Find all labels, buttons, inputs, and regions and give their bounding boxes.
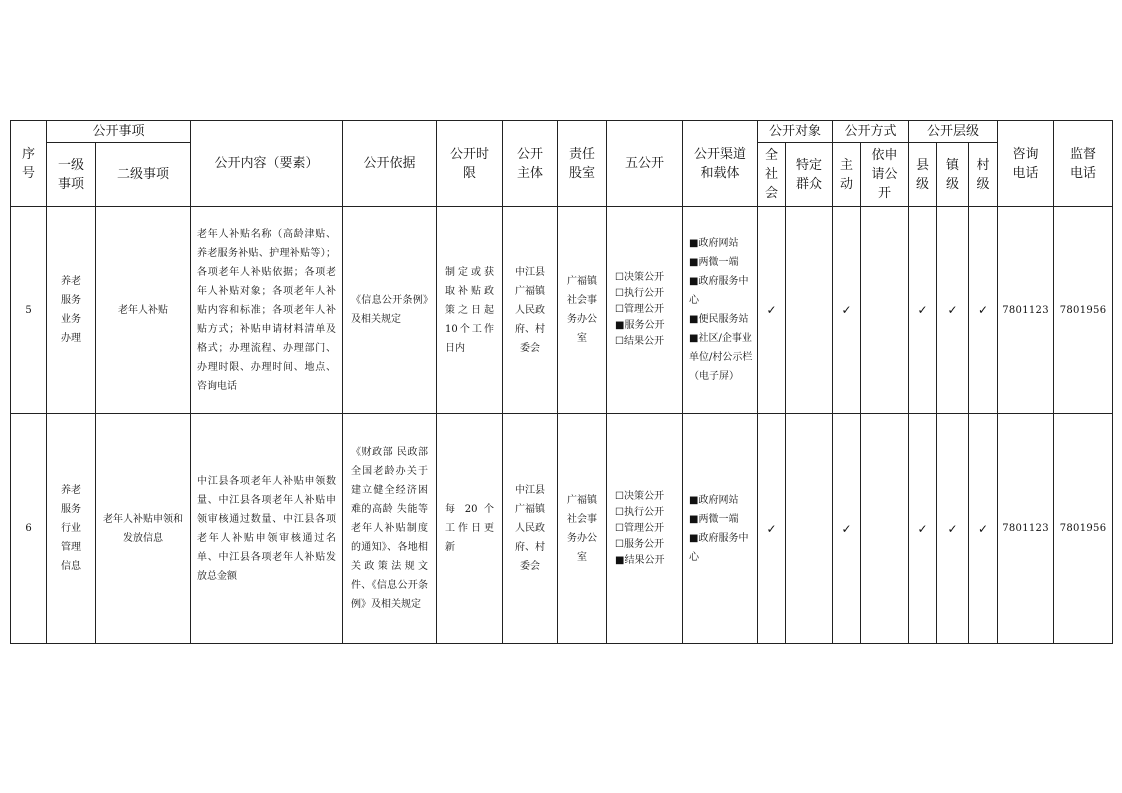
five-item: ☐执行公开 [615, 288, 664, 299]
header-target-group: 公开对象 [758, 121, 833, 143]
five-item: ☐结果公开 [615, 336, 664, 347]
header-method-active: 主动 [833, 143, 861, 207]
row-level-village-check: ✓ [969, 414, 998, 644]
row-level1: 养老服务业务办理 [47, 207, 96, 414]
five-item: ☐服务公开 [615, 538, 664, 550]
row-level2: 老年人补贴 [96, 207, 191, 414]
header-level2: 二级事项 [96, 143, 191, 207]
five-item: ■结果公开 [615, 554, 665, 566]
header-time-limit: 公开时限 [437, 121, 503, 207]
row-target-specific-check [786, 207, 833, 414]
row-level1: 养老服务行业管理信息 [47, 414, 96, 644]
header-level1: 一级事项 [47, 143, 96, 207]
row-level-town-check: ✓ [937, 207, 969, 414]
header-method-group: 公开方式 [833, 121, 909, 143]
channel-item: ■政府网站 [689, 494, 739, 506]
row-seq: 6 [11, 414, 47, 644]
header-level-village: 村级 [969, 143, 998, 207]
row-level-county-check: ✓ [909, 207, 937, 414]
row-level-town-check: ✓ [937, 414, 969, 644]
channel-item: ■两微一端 [689, 513, 739, 525]
header-level-group: 公开层级 [909, 121, 998, 143]
header-channel: 公开渠道和载体 [683, 121, 758, 207]
row-five-list [607, 414, 683, 644]
header-subject: 公开主体 [503, 121, 558, 207]
channel-item: ■便民服务站 [689, 314, 749, 325]
row-subject: 中江县广福镇人民政府、村委会 [503, 414, 558, 644]
header-items-group: 公开事项 [47, 121, 191, 143]
row-method-apply-check [861, 414, 909, 644]
table-row [11, 207, 1113, 414]
header-target-specific: 特定群众 [786, 143, 833, 207]
header-content: 公开内容（要素） [191, 121, 343, 207]
channel-item: ■两微一端 [689, 257, 739, 268]
row-consult-phone: 7801123 [998, 414, 1054, 644]
row-subject: 中江县广福镇人民政府、村委会 [503, 207, 558, 414]
header-level-town: 镇级 [937, 143, 969, 207]
row-time-limit: 制定或获取补贴政策之日起10个工作日内 [437, 207, 503, 414]
row-supervise-phone: 7801956 [1054, 414, 1113, 644]
header-target-all: 全社会 [758, 143, 786, 207]
row-content: 老年人补贴名称（高龄津贴、养老服务补贴、护理补贴等）；各项老年人补贴依据；各项老年人补贴对象；各项老年人补贴内容和标准；各项老年人补贴方式；补贴申请材料清单及格式；办理流程、办理部门、办理时限、办理时间、地点、咨询电话 [191, 207, 343, 414]
row-level-county-check: ✓ [909, 414, 937, 644]
row-level-village-check: ✓ [969, 207, 998, 414]
header-basis: 公开依据 [343, 121, 437, 207]
row-target-all-check: ✓ [758, 207, 786, 414]
row-time-limit: 每 20 个工作日更新 [437, 414, 503, 644]
channel-item: ■政府网站 [689, 238, 739, 249]
header-five: 五公开 [607, 121, 683, 207]
disclosure-table [10, 120, 1113, 644]
row-target-all-check: ✓ [758, 414, 786, 644]
five-item: ☐决策公开 [615, 490, 664, 502]
row-content: 中江县各项老年人补贴申领数量、中江县各项老年人补贴申领审核通过数量、中江县各项老年人补贴申领审核通过名单、中江县各项老年人补贴发放总金额 [191, 414, 343, 644]
row-channel-list [683, 207, 758, 414]
header-level-county: 县级 [909, 143, 937, 207]
channel-item: ■政府服务中心 [689, 532, 749, 563]
five-item: ☐管理公开 [615, 522, 664, 534]
row-basis: 《信息公开条例》及相关规定 [343, 207, 437, 414]
row-consult-phone: 7801123 [998, 207, 1054, 414]
row-supervise-phone: 7801956 [1054, 207, 1113, 414]
header-consult: 咨询电话 [998, 121, 1054, 207]
five-item: ☐决策公开 [615, 272, 664, 283]
row-seq: 5 [11, 207, 47, 414]
header-seq: 序号 [11, 121, 47, 207]
channel-item: ■社区/企事业单位/村公示栏（电子屏） [689, 333, 753, 382]
header-method-apply: 依申请公开 [861, 143, 909, 207]
five-item: ☐执行公开 [615, 506, 664, 518]
channel-item: ■政府服务中心 [689, 276, 749, 306]
row-method-apply-check [861, 207, 909, 414]
row-dept: 广福镇社会事务办公室 [558, 414, 607, 644]
header-supervise: 监督电话 [1054, 121, 1113, 207]
row-five-list [607, 207, 683, 414]
row-basis: 《财政部 民政部 全国老龄办关于建立健全经济困难的高龄 失能等老年人补贴制度的通知》、各地相关政策法规文件、《信息公开条例》及相关规定 [343, 414, 437, 644]
row-dept: 广福镇社会事务办公室 [558, 207, 607, 414]
table-row [11, 414, 1113, 644]
row-method-active-check: ✓ [833, 414, 861, 644]
header-dept: 责任股室 [558, 121, 607, 207]
row-target-specific-check [786, 414, 833, 644]
five-item: ☐管理公开 [615, 304, 664, 315]
five-item: ■服务公开 [615, 320, 665, 331]
row-channel-list [683, 414, 758, 644]
row-level2: 老年人补贴申领和发放信息 [96, 414, 191, 644]
row-method-active-check: ✓ [833, 207, 861, 414]
